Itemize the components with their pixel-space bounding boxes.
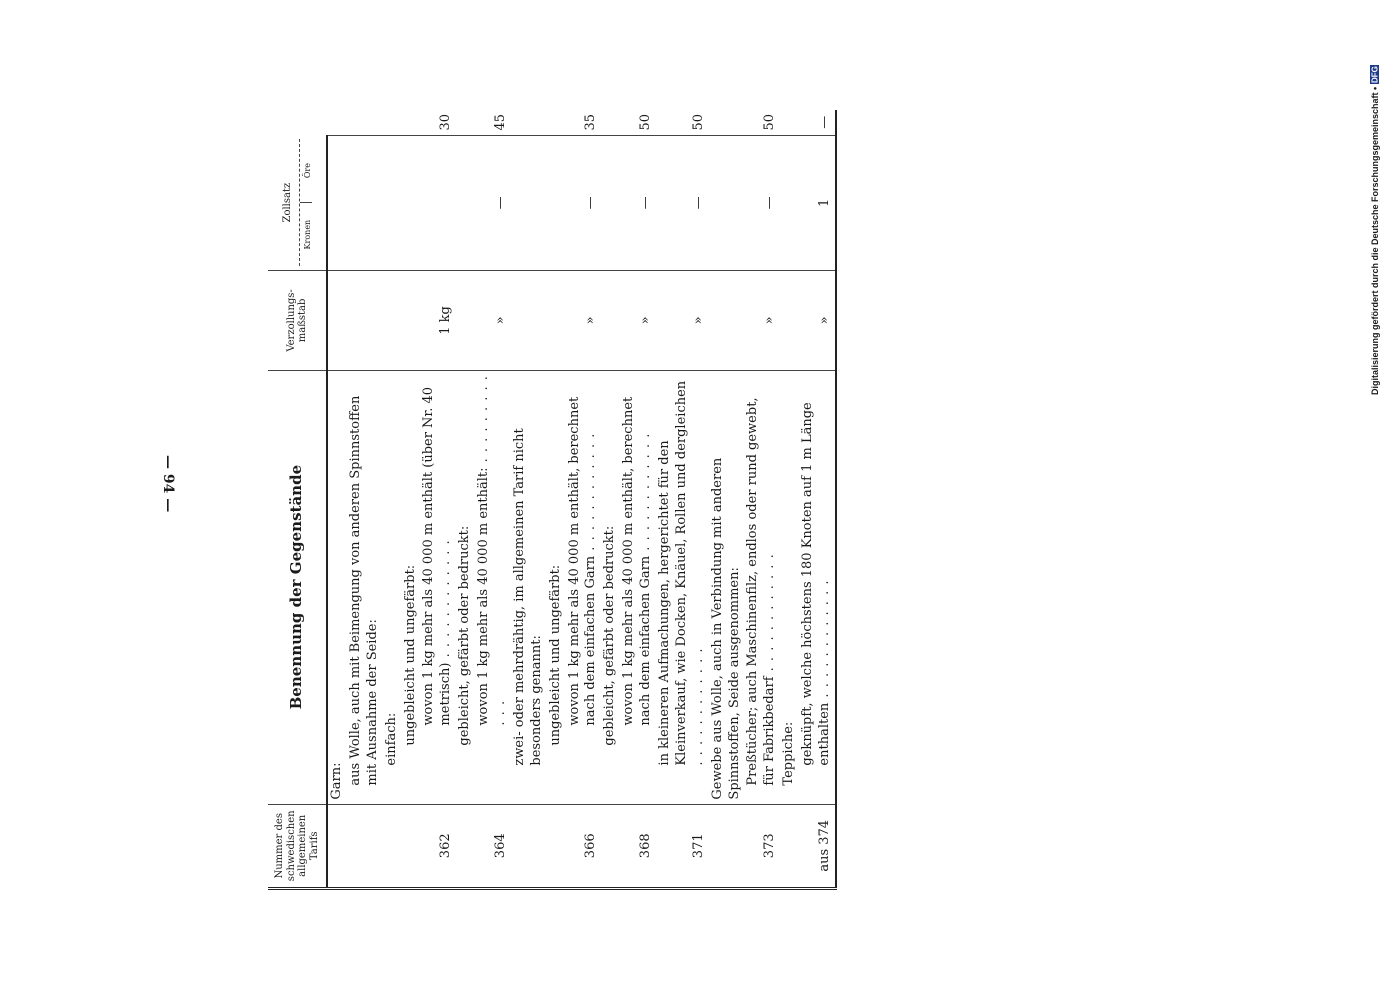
row-number bbox=[780, 804, 799, 888]
table-header-row bbox=[268, 110, 327, 889]
row-number: 373 bbox=[744, 804, 780, 888]
row-kronen bbox=[456, 135, 475, 271]
row-kronen bbox=[402, 135, 421, 271]
header-tax-label: Zollsatz bbox=[281, 182, 293, 223]
row-unit bbox=[456, 271, 475, 371]
row-description: Gewebe aus Wolle, auch in Verbindung mit anderen Spinnstoffen, Seide ausgenommen: bbox=[709, 370, 745, 804]
row-number bbox=[347, 804, 383, 888]
row-oere bbox=[456, 110, 475, 135]
row-oere bbox=[383, 110, 402, 135]
row-description: in kleineren Aufmachungen, hergerichtet für den Kleinverkauf, wie Docken, Knäuel, Rollen und dergleichen . . . bbox=[656, 370, 709, 804]
tariff-table-container bbox=[268, 110, 1168, 890]
row-kronen bbox=[383, 135, 402, 271]
row-number bbox=[456, 804, 475, 888]
row-oere bbox=[709, 110, 745, 135]
table-row bbox=[327, 110, 347, 889]
row-oere: 50 bbox=[690, 114, 706, 131]
row-description: zwei- oder mehrdrähtig, im allgemeinen Tarif nicht besonders genannt: bbox=[511, 370, 547, 804]
row-description: wovon 1 kg mehr als 40 000 m enthält: . . . bbox=[475, 370, 511, 804]
table-body bbox=[327, 110, 836, 889]
row-unit bbox=[601, 271, 620, 371]
header-unit: Verzollungs-maßstab bbox=[268, 271, 327, 371]
row-oere: — bbox=[817, 115, 833, 129]
row-unit bbox=[511, 271, 547, 371]
header-kronen: Kronen bbox=[300, 202, 312, 266]
table-row bbox=[780, 110, 799, 889]
row-kronen: — bbox=[566, 135, 602, 271]
row-oere bbox=[547, 110, 566, 135]
row-number: aus 374 bbox=[799, 804, 836, 888]
row-description: aus Wolle, auch mit Beimengung von anderen Spinnstoffen mit Ausnahme der Seide: bbox=[347, 370, 383, 804]
row-description: Preßtücher; auch Maschinenfilz, endlos oder rund gewebt, für Fabrikbedarf . . . bbox=[744, 370, 780, 804]
header-description: Benennung der Gegenstände bbox=[268, 370, 327, 804]
row-unit: » bbox=[475, 271, 511, 371]
row-oere: 35 bbox=[583, 114, 599, 131]
row-description: ungebleicht und ungefärbt: bbox=[547, 370, 566, 804]
row-number bbox=[327, 804, 347, 888]
row-kronen bbox=[327, 135, 347, 271]
row-number: 364 bbox=[475, 804, 511, 888]
page-number: — 94 — bbox=[160, 455, 176, 513]
row-number bbox=[547, 804, 566, 888]
row-kronen: — bbox=[744, 135, 780, 271]
table-row bbox=[383, 110, 402, 889]
row-number: 366 bbox=[566, 804, 602, 888]
row-oere: 50 bbox=[638, 114, 654, 131]
table-row bbox=[656, 110, 709, 889]
row-kronen bbox=[420, 135, 456, 271]
row-oere: 45 bbox=[493, 114, 509, 131]
row-description: ungebleicht und ungefärbt: bbox=[402, 370, 421, 804]
table-row bbox=[566, 110, 602, 889]
row-unit: 1 kg bbox=[420, 271, 456, 371]
row-number: 362 bbox=[420, 804, 456, 888]
row-unit bbox=[547, 271, 566, 371]
row-description: geknüpft, welche höchstens 180 Knoten auf 1 m Länge enthalten . . . bbox=[799, 370, 836, 804]
table-row bbox=[456, 110, 475, 889]
row-number bbox=[511, 804, 547, 888]
row-kronen bbox=[511, 135, 547, 271]
row-kronen bbox=[547, 135, 566, 271]
header-oere: Öre bbox=[303, 163, 313, 179]
row-description: gebleicht, gefärbt oder bedruckt: bbox=[456, 370, 475, 804]
row-kronen bbox=[601, 135, 620, 271]
row-description: wovon 1 kg mehr als 40 000 m enthält (über Nr. 40 metrisch) . . . bbox=[420, 370, 456, 804]
row-oere bbox=[347, 110, 383, 135]
tariff-table bbox=[268, 110, 837, 890]
row-kronen: — bbox=[656, 135, 709, 271]
row-description: wovon 1 kg mehr als 40 000 m enthält, berechnet nach dem einfachen Garn . . . bbox=[566, 370, 602, 804]
table-row bbox=[744, 110, 780, 889]
row-kronen: 1 bbox=[799, 135, 836, 271]
sidebar-attribution bbox=[1370, 10, 1380, 395]
table-row bbox=[620, 110, 656, 889]
table-row bbox=[601, 110, 620, 889]
table-row bbox=[709, 110, 745, 889]
row-unit bbox=[347, 271, 383, 371]
row-number bbox=[709, 804, 745, 888]
table-row bbox=[347, 110, 383, 889]
row-number bbox=[601, 804, 620, 888]
row-description: Garn: bbox=[327, 370, 347, 804]
row-kronen bbox=[347, 135, 383, 271]
row-oere bbox=[511, 110, 547, 135]
row-description: Teppiche: bbox=[780, 370, 799, 804]
row-kronen: — bbox=[620, 135, 656, 271]
row-number bbox=[402, 804, 421, 888]
dfg-logo: DFG bbox=[1370, 65, 1380, 83]
row-kronen: — bbox=[475, 135, 511, 271]
row-oere bbox=[327, 110, 347, 135]
row-unit bbox=[709, 271, 745, 371]
row-oere bbox=[402, 110, 421, 135]
row-unit bbox=[327, 271, 347, 371]
row-number bbox=[383, 804, 402, 888]
row-oere bbox=[601, 110, 620, 135]
row-unit: » bbox=[620, 271, 656, 371]
row-kronen bbox=[709, 135, 745, 271]
table-row bbox=[402, 110, 421, 889]
row-number: 368 bbox=[620, 804, 656, 888]
table-row bbox=[799, 110, 836, 889]
row-oere bbox=[780, 110, 799, 135]
header-tax bbox=[268, 135, 327, 271]
row-description: gebleicht, gefärbt oder bedruckt: bbox=[601, 370, 620, 804]
row-unit bbox=[402, 271, 421, 371]
row-oere: 30 bbox=[438, 114, 454, 131]
table-row bbox=[511, 110, 547, 889]
table-row bbox=[420, 110, 456, 889]
row-unit: » bbox=[656, 271, 709, 371]
attribution-text: Digitalisierung gefördert durch die Deutsche Forschungsgemeinschaft • bbox=[1370, 86, 1380, 395]
row-unit: » bbox=[744, 271, 780, 371]
row-unit: » bbox=[799, 271, 836, 371]
row-unit bbox=[383, 271, 402, 371]
row-unit bbox=[780, 271, 799, 371]
row-unit: » bbox=[566, 271, 602, 371]
header-number: Nummer des schwedischen allgemeinen Tarifs bbox=[268, 804, 327, 888]
row-description: einfach: bbox=[383, 370, 402, 804]
table-row bbox=[475, 110, 511, 889]
row-oere: 50 bbox=[762, 114, 778, 131]
row-number: 371 bbox=[656, 804, 709, 888]
row-kronen bbox=[780, 135, 799, 271]
table-row bbox=[547, 110, 566, 889]
row-description: wovon 1 kg mehr als 40 000 m enthält, berechnet nach dem einfachen Garn . . . bbox=[620, 370, 656, 804]
